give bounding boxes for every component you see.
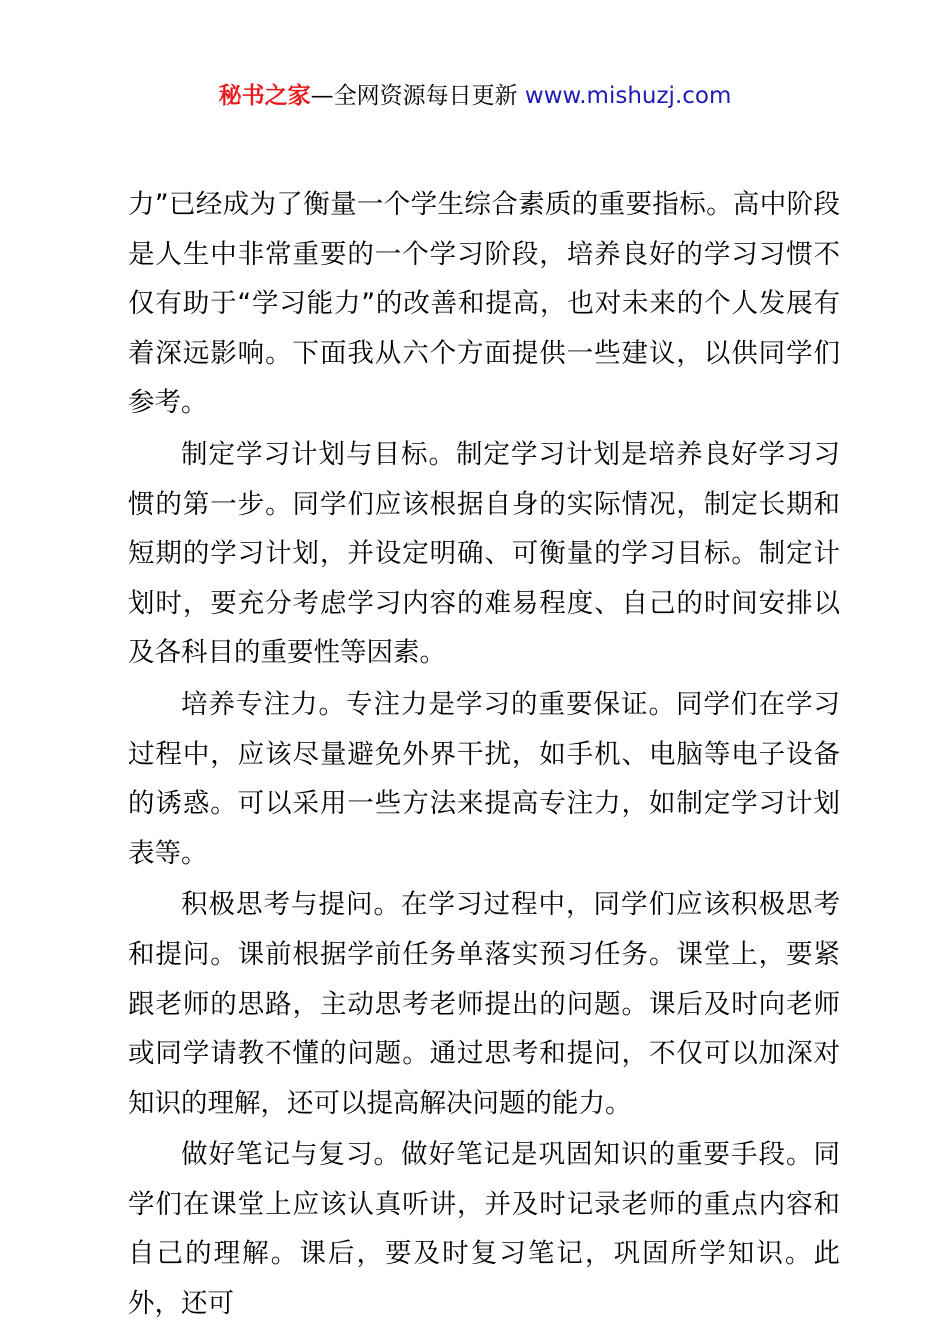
header-tagline: —全网资源每日更新	[310, 83, 518, 109]
paragraph-continuation: 力”已经成为了衡量一个学生综合素质的重要指标。高中阶段是人生中非常重要的一个学习阶段，培养良好的学习习惯不仅有助于“学习能力”的改善和提高，也对未来的个人发展有着深远影响。下面我从六个方面提供一些建议，以供同学们参考。	[128, 189, 840, 419]
brand-name: 秘书之家	[218, 83, 311, 109]
site-url-link[interactable]: www.mishuzj.com	[524, 83, 732, 109]
paragraph-notes-review: 做好笔记与复习。做好笔记是巩固知识的重要手段。同学们在课堂上应该认真听讲，并及时记录老师的重点内容和自己的理解。课后，要及时复习笔记，巩固所学知识。此外，还可	[128, 1139, 840, 1320]
paragraph-concentration: 培养专注力。专注力是学习的重要保证。同学们在学习过程中，应该尽量避免外界干扰，如手机、电脑等电子设备的诱惑。可以采用一些方法来提高专注力，如制定学习计划表等。	[128, 688, 840, 869]
paragraph-study-plan: 制定学习计划与目标。制定学习计划是培养良好学习习惯的第一步。同学们应该根据自身的实际情况，制定长期和短期的学习计划，并设定明确、可衡量的学习目标。制定计划时，要充分考虑学习内容的难易程度、自己的时间安排以及各科目的重要性等因素。	[128, 438, 840, 669]
document-body	[128, 180, 840, 1331]
site-header	[0, 78, 950, 114]
paragraph-thinking-questions: 积极思考与提问。在学习过程中，同学们应该积极思考和提问。课前根据学前任务单落实预习任务。课堂上，要紧跟老师的思路，主动思考老师提出的问题。课后及时向老师或同学请教不懂的问题。通过思考和提问，不仅可以加深对知识的理解，还可以提高解决问题的能力。	[128, 889, 840, 1119]
